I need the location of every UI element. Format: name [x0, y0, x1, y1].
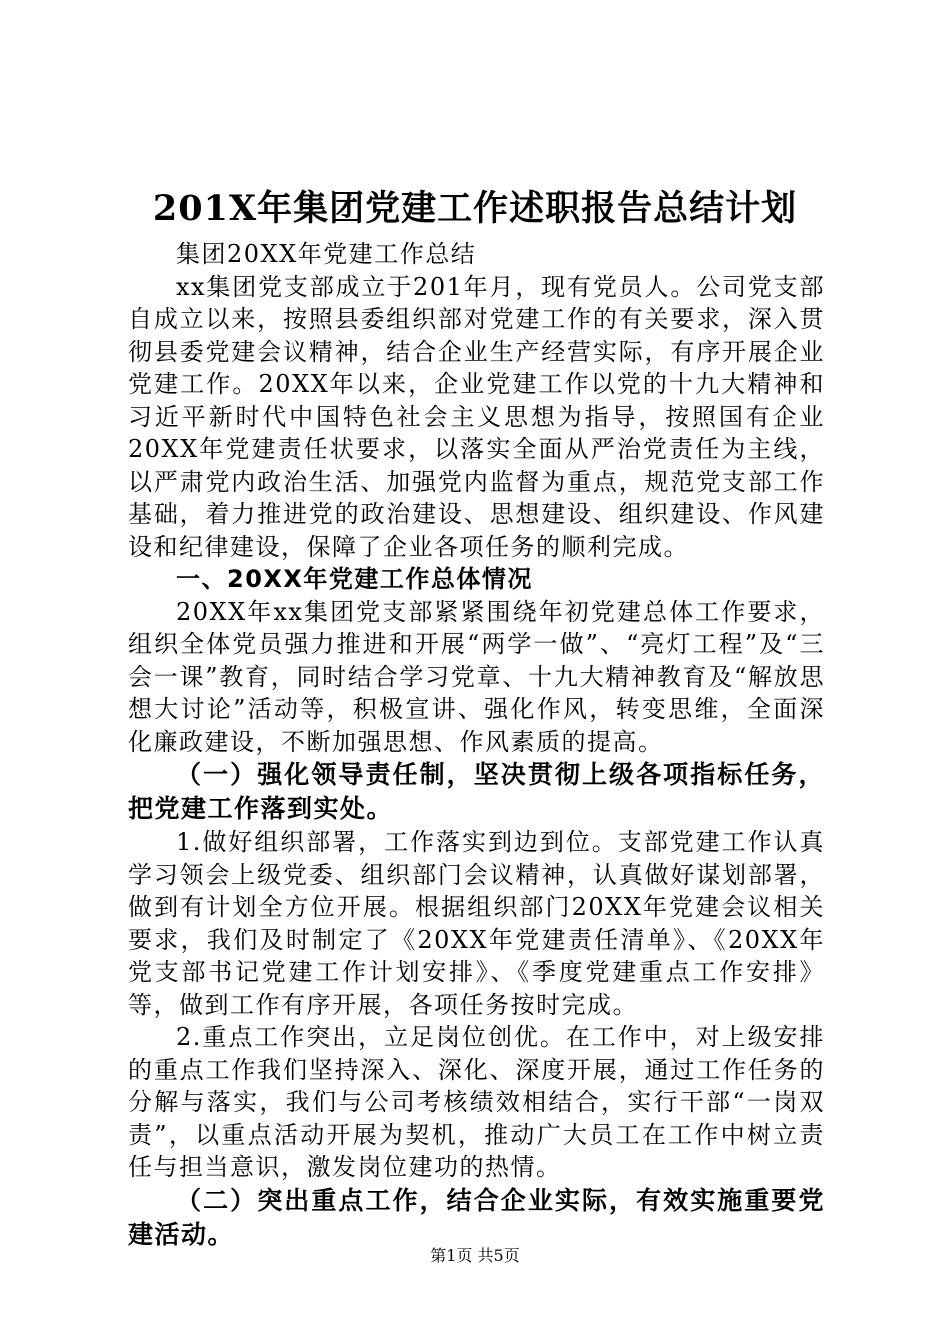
paragraph-intro: xx集团党支部成立于201年月，现有党员人。公司党支部自成立以来，按照县委组织部对党建工作的有关要求，深入贯彻县委党建会议精神，结合企业生产经营实际，有序开展企业党建工作。20XX年以来，企业党建工作以党的十九大精神和习近平新时代中国特色社会主义思想为指导，按照国有企业20XX年党建责任状要求，以落实全面从严治党责任为主线，以严肃党内政治生活、加强党内监督为重点，规范党支部工作基础，着力推进党的政治建设、思想建设、组织建设、作风建设和纪律建设，保障了企业各项任务的顺利完成。: [128, 272, 825, 561]
document-title: 201X年集团党建工作述职报告总结计划: [152, 188, 798, 229]
paragraph-subtitle: 集团20XX年党建工作总结: [176, 240, 477, 268]
paragraph-item-1: 1.做好组织部署，工作落实到边到位。支部党建工作认真学习领会上级党委、组织部门会议精神，认真做好谋划部署，做到有计划全方位开展。根据组织部门20XX年党建会议相关要求，我们及时制定了《20XX年党建责任清单》、《20XX年党支部书记党建工作计划安排》、《季度党建重点工作安排》等，做到工作有序开展，各项任务按时完成。: [128, 828, 825, 1019]
subsection-heading-2: （二）突出重点工作，结合企业实际，有效实施重要党建活动。: [128, 1185, 825, 1249]
paragraph-item-2: 2.重点工作突出，立足岗位创优。在工作中，对上级安排的重点工作我们坚持深入、深化、深度开展，通过工作任务的分解与落实，我们与公司考核绩效相结合，实行干部“一岗双责”，以重点活动开展为契机，推动广大员工在工作中树立责任与担当意识，激发岗位建功的热情。: [128, 1023, 825, 1181]
paragraph-overview: 20XX年xx集团党支部紧紧围绕年初党建总体工作要求，组织全体党员强力推进和开展“两学一做”、“亮灯工程”及“三会一课”教育，同时结合学习党章、十九大精神教育及“解放思想大讨论”活动等，积极宣讲、强化作风，转变思维，全面深化廉政建设，不断加强思想、作风素质的提高。: [128, 597, 825, 756]
subsection-heading-1: （一）强化领导责任制，坚决贯彻上级各项指标任务，把党建工作落到实处。: [128, 760, 825, 823]
section-heading-1: 一、20XX年党建工作总体情况: [176, 565, 533, 593]
document-body: [128, 238, 825, 1252]
page-number-footer: 第1页 共5页: [430, 1246, 520, 1265]
